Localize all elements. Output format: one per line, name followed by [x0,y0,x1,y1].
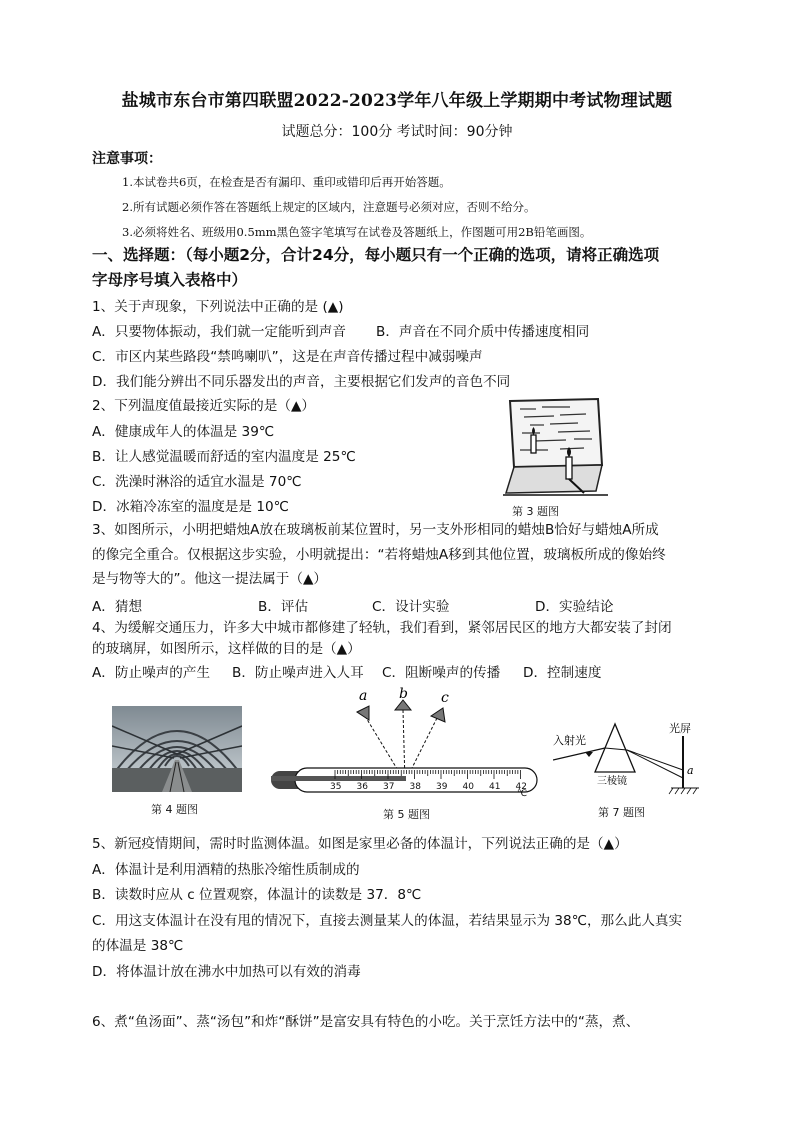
note-item: 2.所有试题必须作答在答题纸上规定的区域内，注意题号必须对应，否则不给分。 [122,200,536,214]
section-heading-cont: 字母序号填入表格中） [92,271,248,289]
question-4-line: 的玻璃屏，如图所示，这样做的目的是（▲） [92,641,361,657]
question-5-option-c: C．用这支体温计在没有甩的情况下，直接去测量某人的体温，若结果显示为 38℃，那么此人真实 [92,913,683,929]
note-item: 3.必须将姓名、班级用0.5mm黑色签字笔填写在试卷及答题纸上，作图题可用2B铅笔画图。 [122,225,592,239]
question-1-option-b: B．声音在不同介质中传播速度相同 [376,324,590,340]
thermometer-scale-label: 38 [409,782,421,792]
question-1-option-c: C．市区内某些路段“禁鸣喇叭”，这是在声音传播过程中减弱噪声 [92,349,483,365]
figure-5-thermometer [265,686,540,802]
question-5-option-a: A．体温计是利用酒精的热胀冷缩性质制成的 [92,862,360,878]
question-2-option-c: C．洗澡时淋浴的适宜水温是 70℃ [92,474,302,490]
prism-label: 三棱镜 [597,776,627,787]
question-2-option-b: B．让人感觉温暖而舒适的室内温度是 25℃ [92,449,356,465]
eye-position-a: a [359,688,368,704]
figure-4-caption: 第 4 题图 [151,803,198,816]
section-heading: 一、选择题：（每小题2分，合计24分，每小题只有一个正确的选项，请将正确选项 [92,246,660,264]
thermometer-scale-label: 39 [436,782,448,792]
figure-7-caption: 第 7 题图 [598,806,645,819]
question-5-option-b: B．读数时应从 c 位置观察，体温计的读数是 37．8℃ [92,887,422,903]
question-1-option-d: D．我们能分辨出不同乐器发出的声音，主要根据它们发声的音色不同 [92,374,511,390]
figure-4-glass-screen-photo [112,706,242,792]
thermometer-scale-label: 41 [489,782,501,792]
question-5-option-d: D．将体温计放在沸水中加热可以有效的消毒 [92,964,361,980]
question-2-option-d: D．冰箱冷冻室的温度是是 10℃ [92,499,289,515]
question-5-option-c-cont: 的体温是 38℃ [92,938,184,954]
thermometer-scale-label: 36 [356,782,368,792]
screen-point-a: a [687,764,694,777]
eye-position-c: c [441,690,449,706]
page-title: 盐城市东台市第四联盟2022-2023学年八年级上学期期中考试物理试题 [121,91,673,111]
question-3-line: 是与物等大的”。他这一提法属于（▲） [92,571,327,587]
question-4-line: 4、为缓解交通压力，许多大中城市都修建了轻轨，我们看到，紧邻居民区的地方大都安装了封闭 [92,620,672,636]
thermometer-scale-label: 42 [515,782,527,792]
thermometer-scale-label: 37 [383,782,395,792]
figure-3-caption: 第 3 题图 [512,505,559,518]
question-4-option-d: D．控制速度 [523,665,602,681]
question-2-option-a: A．健康成年人的体温是 39℃ [92,424,275,440]
question-4-option-c: C．阻断噪声的传播 [382,665,501,681]
figure-5-caption: 第 5 题图 [383,808,430,821]
question-3-option-a: A．猜想 [92,599,143,615]
thermometer-unit: ℃ [517,789,528,799]
figure-7-prism [553,720,701,800]
question-3-option-c: C．设计实验 [372,599,450,615]
question-5-stem: 5、新冠疫情期间，需时时监测体温。如图是家里必备的体温计，下列说法正确的是（▲） [92,836,628,852]
question-1-stem: 1、关于声现象，下列说法中正确的是 (▲) [92,299,344,315]
question-6-stem: 6、煮“鱼汤面”、蒸“汤包”和炸“酥饼”是富安具有特色的小吃。关于烹饪方法中的“蒸，煮、 [92,1014,640,1030]
question-3-line: 3、如图所示，小明把蜡烛A放在玻璃板前某位置时，另一支外形相同的蜡烛B恰好与蜡烛A所成 [92,522,659,538]
question-3-option-b: B．评估 [258,599,309,615]
eye-position-b: b [399,686,408,702]
notes-heading: 注意事项： [92,151,162,167]
exam-meta: 试题总分：100分 考试时间：90分钟 [281,124,513,140]
thermometer-scale-label: 35 [330,782,342,792]
thermometer-scale-label: 40 [462,782,474,792]
note-item: 1.本试卷共6页，在检查是否有漏印、重印或错印后再开始答题。 [122,175,451,189]
light-screen-label: 光屏 [669,722,691,735]
question-3-option-d: D．实验结论 [535,599,614,615]
incident-light-label: 入射光 [553,734,586,747]
question-3-line: 的像完全重合。仅根据这步实验，小明就提出：“若将蜡烛A移到其他位置，玻璃板所成的像始终 [92,547,666,563]
question-2-stem: 2、下列温度值最接近实际的是（▲） [92,398,316,414]
question-1-option-a: A．只要物体振动，我们就一定能听到声音 [92,324,346,340]
figure-3-glass-plate [500,395,610,500]
question-4-option-a: A．防止噪声的产生 [92,665,211,681]
question-4-option-b: B．防止噪声进入人耳 [232,665,364,681]
